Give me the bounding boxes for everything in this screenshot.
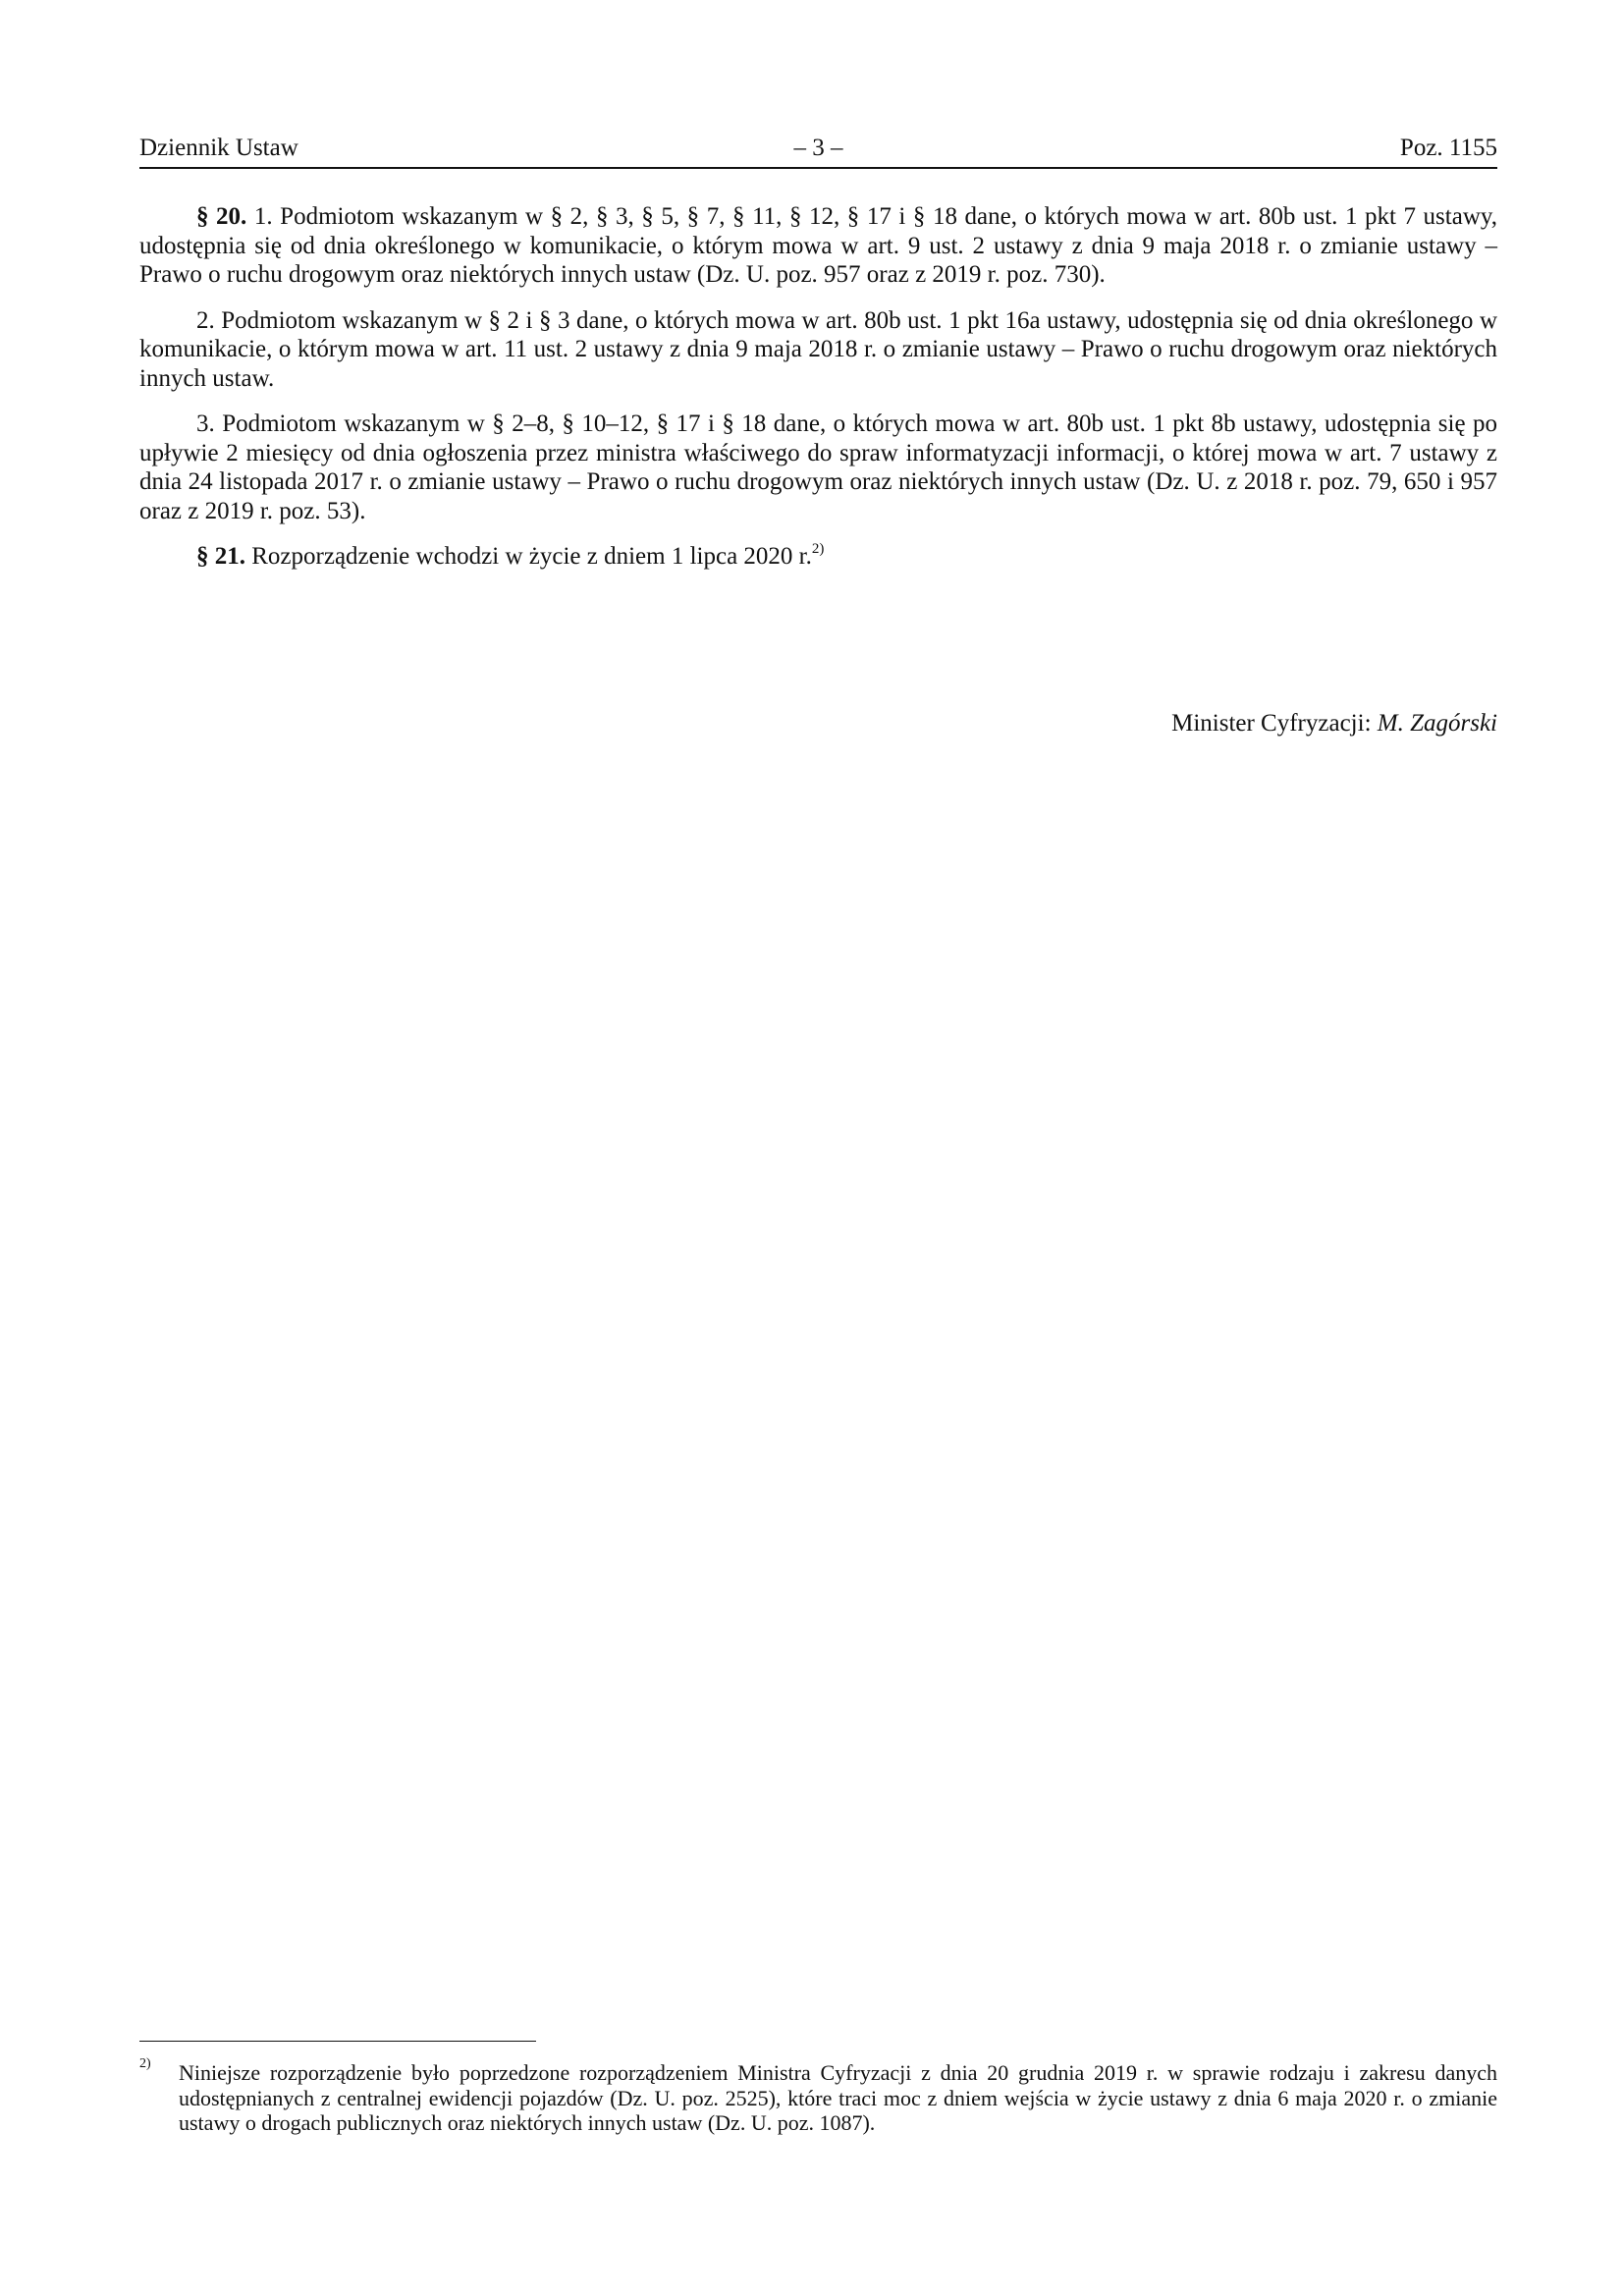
paragraph-text: 3. Podmiotom wskazanym w § 2–8, § 10–12, § 17 i § 18 dane, o których mowa w art. 80b ust. 1 pkt 8b ustawy, udostępnia się po upływie 2 miesięcy od dnia ogłoszenia przez ministra właściwego do spraw informatyzacji informacji, o której mowa w art. 7 ustawy z dnia 24 listopada 2017 r. o zmianie ustawy – Prawo o ruchu drogowym oraz niektórych innych ustaw (Dz. U. z 2018 r. poz. 79, 650 i 957 oraz z 2019 r. poz. 53). <box>139 410 1497 524</box>
document-body <box>139 202 1497 588</box>
footnote-text: Niniejsze rozporządzenie było poprzedzone rozporządzeniem Ministra Cyfryzacji z dnia 20 grudnia 2019 r. w sprawie rodzaju i zakresu danych udostępnianych z centralnej ewidencji pojazdów (Dz. U. poz. 2525), które traci moc z dniem wejścia w życie ustawy z dnia 6 maja 2020 r. o zmianie ustawy o drogach publicznych oraz niektórych innych ustaw (Dz. U. poz. 1087). <box>179 2060 1497 2135</box>
footnote <box>139 2056 1497 2136</box>
paragraph-text: 1. Podmiotom wskazanym w § 2, § 3, § 5, § 7, § 11, § 12, § 17 i § 18 dane, o których mowa w art. 80b ust. 1 pkt 7 ustawy, udostępnia się od dnia określonego w komunikacie, o którym mowa w art. 9 ust. 2 ustawy z dnia 9 maja 2018 r. o zmianie ustawy – Prawo o ruchu drogowym oraz niektórych innych ustaw (Dz. U. poz. 957 oraz z 2019 r. poz. 730). <box>139 203 1497 288</box>
signature-title: Minister Cyfryzacji: <box>1171 710 1378 737</box>
paragraph-section-21 <box>139 542 1497 572</box>
paragraph-text: Rozporządzenie wchodzi w życie z dniem 1 lipca 2020 r. <box>245 543 812 570</box>
page-header <box>139 134 1497 169</box>
section-label: § 20. <box>196 203 247 230</box>
paragraph-section-20-2 <box>139 306 1497 394</box>
footnote-reference[interactable]: 2) <box>811 541 825 557</box>
footnote-divider <box>139 2041 536 2042</box>
paragraph-text: 2. Podmiotom wskazanym w § 2 i § 3 dane, o których mowa w art. 80b ust. 1 pkt 16a ustawy, udostępnia się od dnia określonego w komunikacie, o którym mowa w art. 11 ust. 2 ustawy z dnia 9 maja 2018 r. o zmianie ustawy – Prawo o ruchu drogowym oraz niektórych innych ustaw. <box>139 306 1497 392</box>
page-number: – 3 – <box>793 135 843 161</box>
signature <box>1171 709 1497 738</box>
position-number: Poz. 1155 <box>1399 135 1497 161</box>
journal-title: Dziennik Ustaw <box>139 135 298 161</box>
section-label: § 21. <box>196 543 245 570</box>
paragraph-section-20-1 <box>139 202 1497 290</box>
footnote-number: 2) <box>139 2056 151 2071</box>
paragraph-section-20-3 <box>139 410 1497 525</box>
signature-name: M. Zagórski <box>1377 710 1497 737</box>
